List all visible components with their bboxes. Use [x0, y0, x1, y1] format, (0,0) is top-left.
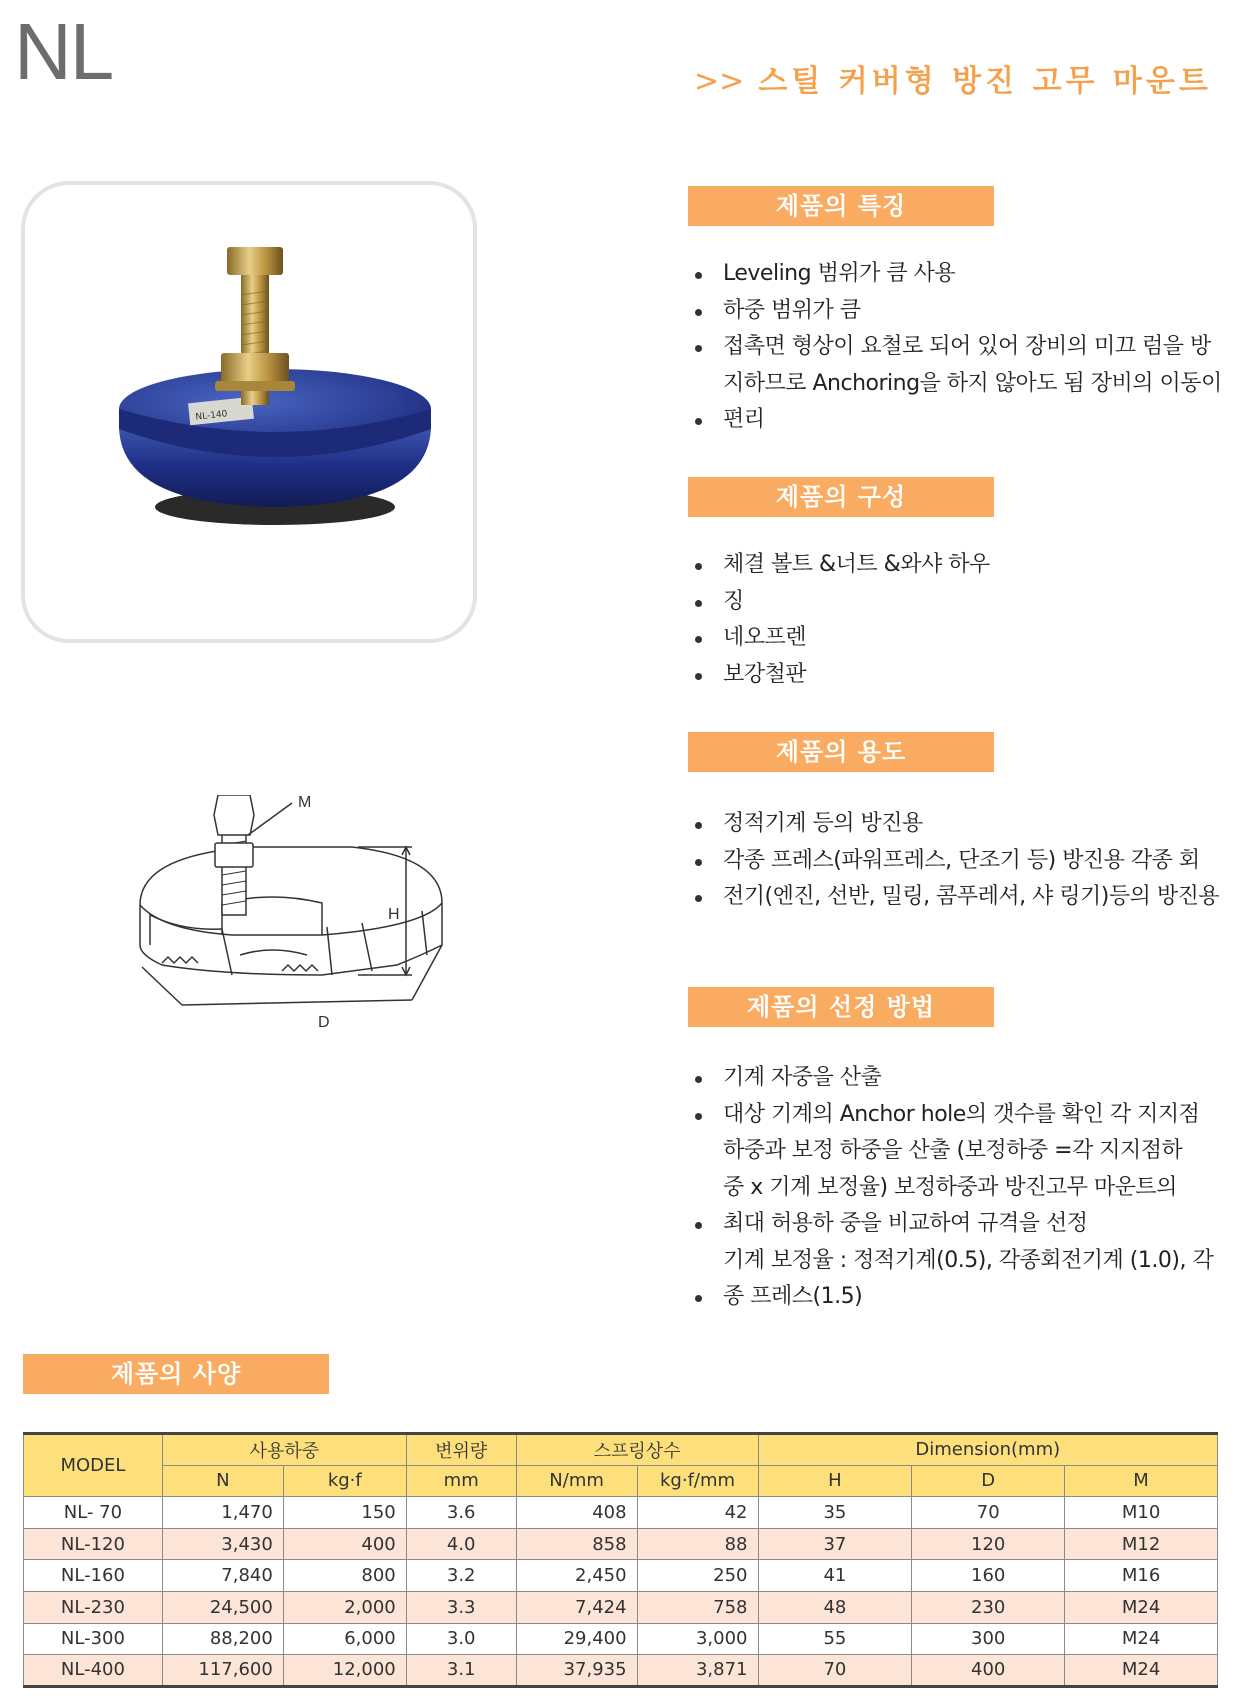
table-cell: NL-400 — [24, 1655, 163, 1687]
col-kgf: kg·f — [283, 1465, 406, 1497]
list-item: 기계 보정율 : 정적기계(0.5), 각종회전기계 (1.0), 각 — [723, 1247, 1214, 1273]
table-cell: 250 — [637, 1560, 758, 1592]
table-cell: M24 — [1065, 1655, 1218, 1687]
table-cell: M24 — [1065, 1591, 1218, 1623]
table-cell: 117,600 — [162, 1655, 283, 1687]
drawing-label-h: H — [388, 906, 400, 923]
table-cell: 3.0 — [406, 1623, 516, 1655]
features-list — [690, 256, 1230, 439]
model-code: NL — [14, 7, 113, 96]
list-item: 각종 프레스(파워프레스, 단조기 등) 방진용 각종 회 — [690, 843, 1230, 880]
composition-header: 제품의 구성 — [688, 477, 994, 517]
table-cell: NL- 70 — [24, 1497, 163, 1529]
drawing-label-d: D — [318, 1014, 330, 1031]
table-cell: 88,200 — [162, 1623, 283, 1655]
table-row — [24, 1560, 1218, 1592]
table-cell: 400 — [912, 1655, 1065, 1687]
col-d: D — [912, 1465, 1065, 1497]
table-cell: 24,500 — [162, 1591, 283, 1623]
table-cell: 3,000 — [637, 1623, 758, 1655]
chevron-icon: >> — [694, 64, 745, 99]
list-item: 네오프렌 — [690, 620, 1230, 657]
table-row — [24, 1655, 1218, 1687]
table-cell: 230 — [912, 1591, 1065, 1623]
table-row — [24, 1623, 1218, 1655]
col-load: 사용하중 — [162, 1434, 406, 1466]
page-title-text: 스틸 커버형 방진 고무 마운트 — [758, 64, 1212, 99]
table-cell: 3.1 — [406, 1655, 516, 1687]
table-cell: 29,400 — [516, 1623, 637, 1655]
table-cell: 7,424 — [516, 1591, 637, 1623]
table-cell: 41 — [758, 1560, 912, 1592]
table-cell: NL-120 — [24, 1528, 163, 1560]
table-cell: 48 — [758, 1591, 912, 1623]
drawing-label-m: M — [298, 795, 312, 811]
table-cell: 2,000 — [283, 1591, 406, 1623]
list-item: 하중 범위가 큼 — [690, 293, 1230, 330]
col-spring: 스프링상수 — [516, 1434, 758, 1466]
usage-list — [690, 806, 1230, 916]
table-cell: 3,430 — [162, 1528, 283, 1560]
table-cell: NL-300 — [24, 1623, 163, 1655]
table-cell: 88 — [637, 1528, 758, 1560]
table-cell: 12,000 — [283, 1655, 406, 1687]
selection-list — [690, 1060, 1230, 1316]
list-item: 징 — [690, 584, 1230, 621]
technical-drawing — [122, 795, 462, 1125]
table-cell: 3.3 — [406, 1591, 516, 1623]
table-cell: 3.2 — [406, 1560, 516, 1592]
table-cell: 55 — [758, 1623, 912, 1655]
table-row — [24, 1497, 1218, 1529]
table-cell: 70 — [912, 1497, 1065, 1529]
table-cell: 7,840 — [162, 1560, 283, 1592]
col-model: MODEL — [24, 1434, 163, 1497]
list-item: 기계 자중을 산출 — [690, 1060, 1230, 1097]
list-item: 정적기계 등의 방진용 — [690, 806, 1230, 843]
table-cell: 120 — [912, 1528, 1065, 1560]
col-m: M — [1065, 1465, 1218, 1497]
table-cell: NL-160 — [24, 1560, 163, 1592]
table-cell: 6,000 — [283, 1623, 406, 1655]
list-item: 전기(엔진, 선반, 밀링, 콤푸레셔, 샤 링기)등의 방진용 — [690, 879, 1230, 916]
spec-header: 제품의 사양 — [23, 1354, 329, 1394]
table-cell: 800 — [283, 1560, 406, 1592]
table-cell: 2,450 — [516, 1560, 637, 1592]
table-cell: 3,871 — [637, 1655, 758, 1687]
product-photo — [25, 185, 477, 643]
table-row — [24, 1591, 1218, 1623]
list-item: Leveling 범위가 큼 사용 — [690, 256, 1230, 293]
table-cell: 758 — [637, 1591, 758, 1623]
list-item: 보강철판 — [690, 657, 1230, 694]
table-cell: 150 — [283, 1497, 406, 1529]
list-item: 종 프레스(1.5) — [690, 1279, 1230, 1316]
col-kgfmm: kg·f/mm — [637, 1465, 758, 1497]
table-cell: M10 — [1065, 1497, 1218, 1529]
col-mm: mm — [406, 1465, 516, 1497]
col-nmm: N/mm — [516, 1465, 637, 1497]
list-item: 대상 기계의 Anchor hole의 갯수를 확인 각 지지점 — [690, 1097, 1230, 1134]
list-item: 하중과 보정 하중을 산출 (보정하중 =각 지지점하 — [723, 1138, 1183, 1163]
table-cell: 1,470 — [162, 1497, 283, 1529]
col-disp: 변위량 — [406, 1434, 516, 1466]
composition-list — [690, 547, 1230, 693]
table-cell: 408 — [516, 1497, 637, 1529]
table-cell: M16 — [1065, 1560, 1218, 1592]
col-h: H — [758, 1465, 912, 1497]
product-photo-frame — [21, 181, 477, 643]
page-title — [694, 56, 1212, 100]
table-cell: 160 — [912, 1560, 1065, 1592]
usage-header: 제품의 용도 — [688, 732, 994, 772]
table-cell: 300 — [912, 1623, 1065, 1655]
table-cell: 35 — [758, 1497, 912, 1529]
list-item: 편리 — [690, 402, 1230, 439]
table-cell: 37 — [758, 1528, 912, 1560]
table-cell: 37,935 — [516, 1655, 637, 1687]
list-item: 최대 허용하 중을 비교하여 규격을 선정 — [690, 1206, 1230, 1243]
photo-label-plate: NL-140 — [195, 409, 228, 423]
table-cell: 858 — [516, 1528, 637, 1560]
col-n: N — [162, 1465, 283, 1497]
table-cell: M24 — [1065, 1623, 1218, 1655]
selection-header: 제품의 선정 방법 — [688, 987, 994, 1027]
col-dimension: Dimension(mm) — [758, 1434, 1218, 1466]
spec-table — [23, 1432, 1218, 1688]
table-cell: 400 — [283, 1528, 406, 1560]
table-cell: 42 — [637, 1497, 758, 1529]
table-cell: 4.0 — [406, 1528, 516, 1560]
table-cell: 70 — [758, 1655, 912, 1687]
list-item: 지하므로 Anchoring을 하지 않아도 됨 장비의 이동이 — [723, 370, 1222, 396]
list-item: 중 x 기계 보정율) 보정하중과 방진고무 마운트의 — [723, 1174, 1177, 1200]
table-cell: NL-230 — [24, 1591, 163, 1623]
list-item: 접촉면 형상이 요철로 되어 있어 장비의 미끄 럼을 방 — [690, 329, 1230, 366]
features-header: 제품의 특징 — [688, 186, 994, 226]
table-cell: M12 — [1065, 1528, 1218, 1560]
list-item: 체결 볼트 &너트 &와샤 하우 — [690, 547, 1230, 584]
table-cell: 3.6 — [406, 1497, 516, 1529]
table-row — [24, 1528, 1218, 1560]
